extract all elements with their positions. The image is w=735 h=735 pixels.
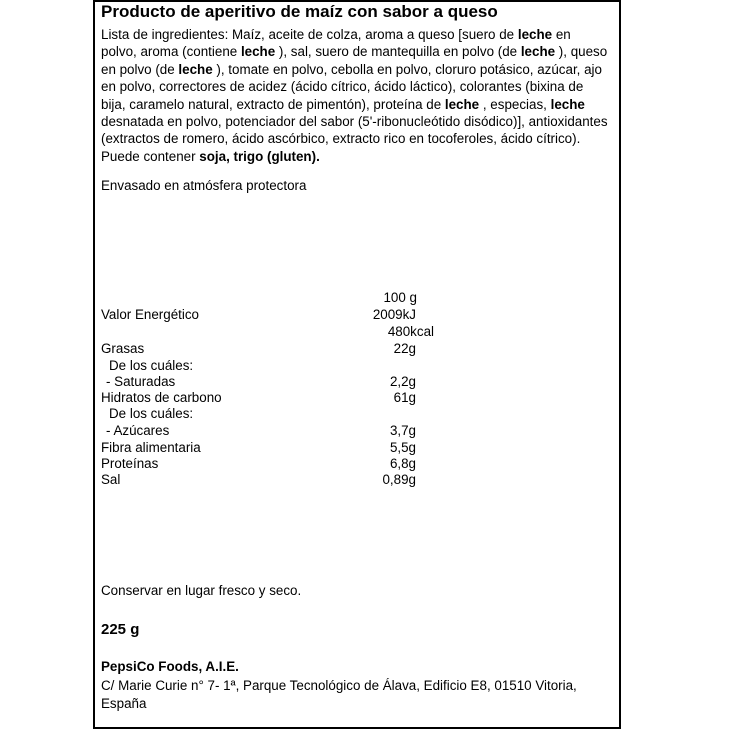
nutrient-value: 5,5g: [389, 440, 416, 455]
nutrient-label: De los cuáles:: [109, 358, 194, 373]
ingredients-text: desnatada en polvo, potenciador del sabor (5'-ribonucleótido disódico)], antioxidantes (extractos de romero, ácido ascórbico, extracto rico en tocoferoles, ácido cítrico). Puede contener: [101, 114, 608, 164]
nutrient-label: De los cuáles:: [109, 406, 194, 421]
nutrient-label: Proteínas: [101, 456, 159, 471]
nutrient-label: Grasas: [101, 341, 145, 356]
ingredients-list: [101, 26, 609, 165]
table-row: [101, 456, 416, 473]
table-row: [101, 406, 416, 423]
product-title: Producto de aperitivo de maíz con sabor a queso: [101, 2, 498, 21]
allergen-text: leche: [240, 44, 276, 60]
table-row: [101, 472, 416, 489]
table-row: [101, 423, 416, 440]
nutrient-value: 0,89g: [382, 472, 416, 487]
ingredients-text: ), sal, suero de mantequilla en polvo (de: [275, 44, 521, 60]
table-row: [101, 390, 416, 407]
allergen-text: leche: [550, 96, 585, 112]
allergen-text: leche: [444, 96, 480, 112]
nutrient-value: 61g: [393, 390, 416, 405]
net-weight: 225 g: [101, 621, 140, 638]
allergen-text: leche: [517, 27, 553, 42]
nutrient-label: Hidratos de carbono: [101, 390, 222, 405]
nutrient-label: Valor Energético: [101, 307, 200, 322]
allergen-text: leche: [520, 44, 556, 60]
nutrient-label: - Azúcares: [106, 423, 170, 438]
table-row: [101, 358, 416, 375]
table-row: [101, 374, 416, 391]
nutrient-value: 2009kJ: [372, 307, 416, 322]
nutrient-label: - Saturadas: [106, 374, 176, 389]
nutrient-value: 22g: [393, 341, 416, 356]
ingredients-text: Lista de ingredientes: Maíz, aceite de colza, aroma a queso [suero de: [101, 27, 518, 42]
table-row: [101, 307, 416, 324]
nutrient-value: 480kcal: [387, 324, 434, 339]
company-address: C/ Marie Curie n° 7- 1ª, Parque Tecnológico de Álava, Edificio E8, 01510 Vitoria, España: [101, 678, 577, 711]
storage-note: Conservar en lugar fresco y seco.: [101, 583, 302, 598]
ingredients-text: ), queso en polvo (de: [101, 44, 608, 77]
ingredients-text: , especias,: [479, 96, 551, 112]
nutrition-header-row: [101, 290, 417, 307]
nutrition-header: 100 g: [383, 290, 417, 305]
table-row: [101, 324, 434, 341]
nutrient-label: Sal: [101, 472, 121, 487]
ingredients-text: en polvo, aroma (contiene: [101, 27, 571, 60]
nutrient-label: Fibra alimentaria: [101, 440, 201, 455]
nutrient-value: 3,7g: [389, 423, 416, 438]
table-row: [101, 440, 416, 457]
nutrient-value: 2,2g: [389, 374, 416, 389]
allergen-text: soja, trigo (gluten).: [199, 148, 320, 164]
packaging-note: Envasado en atmósfera protectora: [101, 178, 307, 193]
nutrient-value: 6,8g: [389, 456, 416, 471]
table-row: [101, 341, 416, 358]
company-name: PepsiCo Foods, A.I.E.: [101, 659, 239, 674]
ingredients-text: ), tomate en polvo, cebolla en polvo, cloruro potásico, azúcar, ajo en polvo, correctores de acidez (ácido cítrico, ácido láctico), colorantes (bixina de bija, caramelo natural, extracto de pimentón), proteína de: [101, 61, 602, 112]
allergen-text: leche: [178, 61, 213, 77]
